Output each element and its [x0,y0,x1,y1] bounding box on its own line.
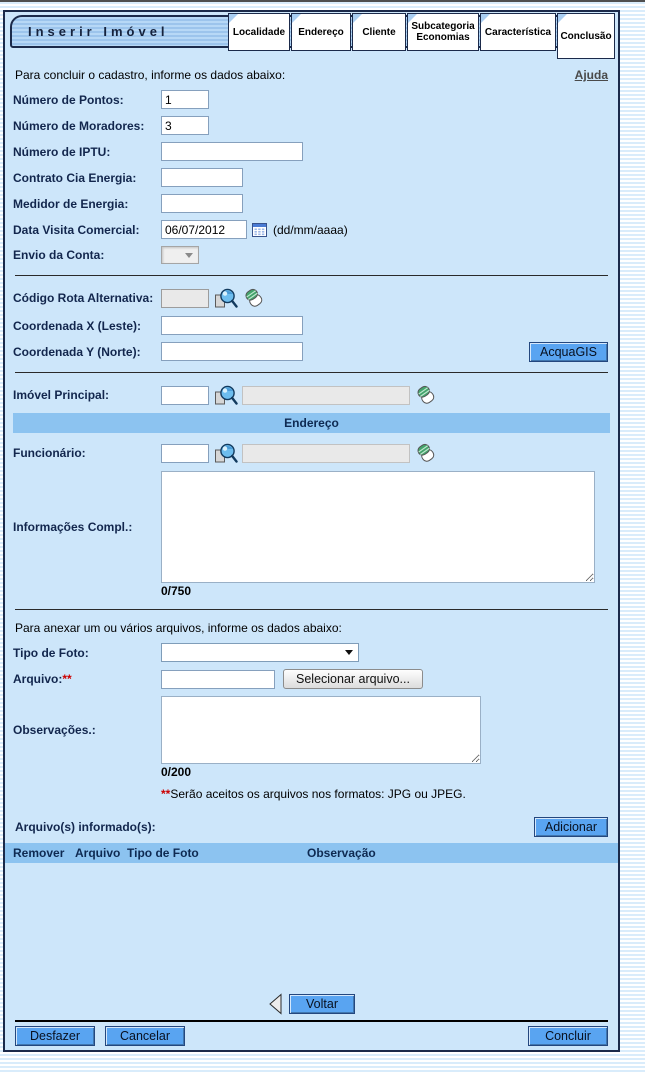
coordenada-y-input[interactable] [161,342,303,361]
envio-conta-row [13,246,610,264]
voltar-row [5,993,618,1015]
desfazer-button[interactable]: Desfazer [15,1026,95,1046]
funcionario-label: Funcionário: [13,446,86,460]
selecionar-arquivo-button[interactable]: Selecionar arquivo... [283,669,423,689]
search-icon[interactable] [214,288,238,309]
tipo-foto-select[interactable] [161,643,359,662]
separator [15,609,608,610]
informacoes-label: Informações Compl.: [13,520,133,534]
files-table-header [5,843,618,863]
footer-buttons [15,1026,608,1046]
tab-subcategoria-economias[interactable]: Subcategoria Economias [407,13,479,51]
formats-note: **Serão aceitos os arquivos nos formatos: JPG ou JPEG. [161,787,466,801]
col-observacao: Observação [307,846,376,860]
back-arrow-icon[interactable] [268,993,283,1015]
imovel-principal-display [242,386,410,405]
imovel-principal-row [13,384,610,406]
conclusao-form [5,90,618,837]
chevron-down-icon [345,650,353,655]
data-visita-label: Data Visita Comercial: [13,222,140,237]
required-mark: ** [62,672,72,686]
adicionar-button[interactable]: Adicionar [534,817,608,837]
panel-header [5,12,618,64]
coordenada-y-row [13,342,610,361]
files-table-body [5,863,618,959]
observacoes-row [13,696,610,764]
intro-text: Para concluir o cadastro, informe os dados abaixo: [15,68,286,82]
files-label: Arquivo(s) informado(s): [15,820,156,834]
tipo-foto-label: Tipo de Foto: [13,645,89,660]
contrato-cia-input[interactable] [161,168,243,187]
arquivo-row [13,669,610,689]
cancelar-button[interactable]: Cancelar [105,1026,185,1046]
funcionario-display [242,444,410,463]
voltar-button[interactable]: Voltar [289,994,355,1014]
inserir-imovel-panel [3,10,620,1052]
medidor-energia-label: Medidor de Energia: [13,196,129,211]
observacoes-label: Observações.: [13,723,96,737]
col-arquivo: Arquivo [75,846,121,860]
arquivo-label: Arquivo:** [13,672,72,686]
numero-iptu-label: Número de IPTU: [13,144,111,159]
date-format-hint: (dd/mm/aaaa) [273,222,348,237]
envio-conta-label: Envio da Conta: [13,248,105,262]
funcionario-row [13,442,610,464]
concluir-button[interactable]: Concluir [528,1026,608,1046]
tab-caracteristica[interactable]: Característica [480,13,556,51]
attach-intro-text: Para anexar um ou vários arquivos, informe os dados abaixo: [15,621,342,635]
medidor-energia-input[interactable] [161,194,243,213]
coordenada-x-row [13,316,610,335]
page-title: Inserir Imóvel [28,24,169,39]
numero-moradores-label: Número de Moradores: [13,118,145,133]
informacoes-row [13,471,610,583]
tipo-foto-row [13,643,610,662]
numero-pontos-input[interactable] [161,90,209,109]
data-visita-row [13,220,610,239]
search-icon[interactable] [214,385,238,406]
chevron-down-icon [185,253,193,258]
calendar-icon[interactable] [252,223,267,237]
tab-strip [227,13,615,59]
tab-cliente[interactable]: Cliente [352,13,406,51]
numero-iptu-input[interactable] [161,142,303,161]
eraser-icon[interactable] [243,287,265,309]
coordenada-x-input[interactable] [161,316,303,335]
codigo-rota-input[interactable] [161,289,209,308]
footer-separator [15,1020,608,1022]
numero-pontos-label: Número de Pontos: [13,92,124,107]
endereco-section-header: Endereço [13,413,610,433]
acquagis-button[interactable]: AcquaGIS [529,342,608,362]
col-tipo-foto: Tipo de Foto [127,846,199,860]
numero-pontos-row [13,90,610,109]
coordenada-x-label: Coordenada X (Leste): [13,318,142,333]
numero-moradores-input[interactable] [161,116,209,135]
data-visita-input[interactable] [161,220,247,239]
separator [15,275,608,276]
eraser-icon[interactable] [415,442,437,464]
imovel-principal-input[interactable] [161,386,209,405]
medidor-energia-row [13,194,610,213]
observacoes-textarea[interactable] [161,696,481,764]
tab-conclusao[interactable]: Conclusão [557,13,615,59]
tab-endereco[interactable]: Endereço [291,13,351,51]
codigo-rota-row [13,287,610,309]
coordenada-y-label: Coordenada Y (Norte): [13,344,141,359]
files-header-row [15,817,608,837]
informacoes-textarea[interactable] [161,471,595,583]
numero-moradores-row [13,116,610,135]
contrato-cia-label: Contrato Cia Energia: [13,170,137,185]
imovel-principal-label: Imóvel Principal: [13,388,110,402]
eraser-icon[interactable] [415,384,437,406]
ajuda-link[interactable]: Ajuda [574,68,608,82]
codigo-rota-label: Código Rota Alternativa: [13,291,154,305]
funcionario-input[interactable] [161,444,209,463]
envio-conta-select[interactable] [161,246,199,264]
numero-iptu-row [13,142,610,161]
informacoes-counter: 0/750 [161,584,192,598]
arquivo-input[interactable] [161,670,275,689]
tab-localidade[interactable]: Localidade [228,13,290,51]
separator [15,372,608,373]
observacoes-counter: 0/200 [161,765,192,779]
col-remover: Remover [13,846,65,860]
page-top-rule [0,0,645,2]
search-icon[interactable] [214,443,238,464]
contrato-cia-row [13,168,610,187]
